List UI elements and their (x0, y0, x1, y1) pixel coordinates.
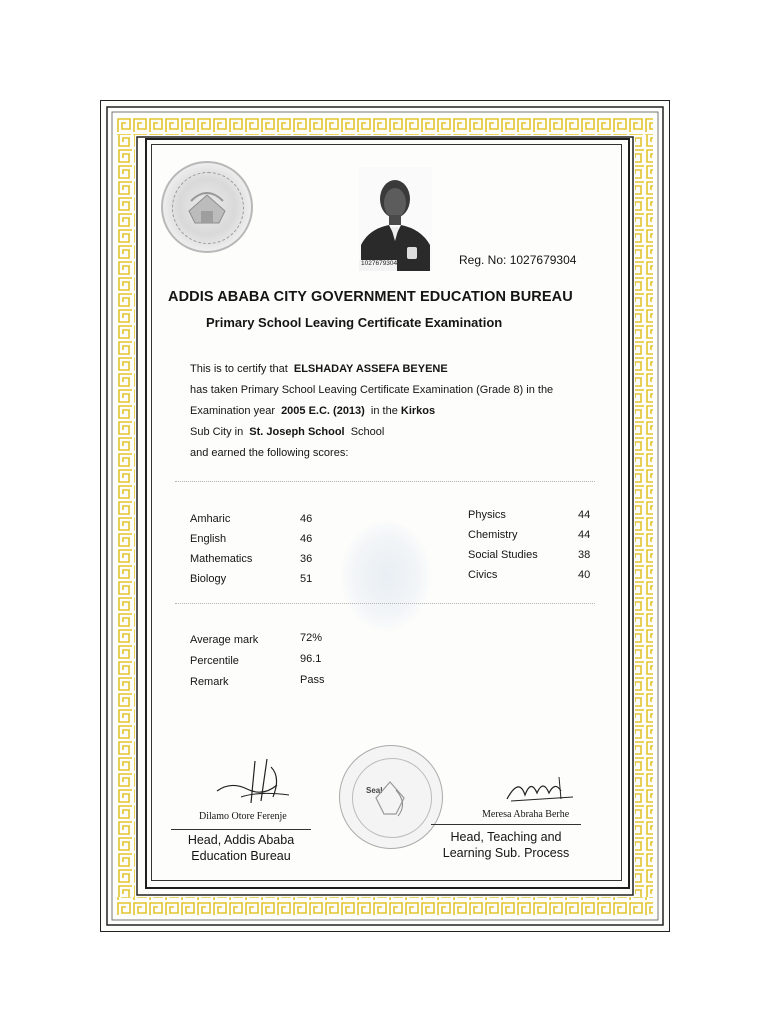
reg-no-label: Reg. No: (459, 253, 507, 267)
score-subject: Mathematics (190, 553, 253, 565)
certification-line-5: and earned the following scores: (190, 447, 349, 459)
right-signature (501, 769, 581, 809)
student-photo (359, 167, 432, 271)
score-subject: Civics (468, 569, 498, 581)
score-value: 46 (300, 513, 313, 525)
summary-value: 96.1 (300, 653, 322, 665)
watermark (341, 521, 431, 631)
summary-label: Remark (190, 676, 229, 688)
seal-label: Seal (366, 786, 383, 795)
certification-line-1 (190, 359, 448, 380)
score-subject: Social Studies (468, 549, 538, 561)
bureau-emblem-seal (161, 161, 253, 253)
score-value: 46 (300, 533, 313, 545)
reg-no-value: 1027679304 (509, 253, 577, 267)
certification-line-2: has taken Primary School Leaving Certificate Examination (Grade 8) in the (190, 384, 554, 396)
certificate-sheet (100, 100, 670, 932)
score-value: 44 (578, 529, 591, 541)
left-signature (211, 751, 301, 811)
left-signatory-title (171, 832, 311, 864)
school-name: St. Joseph School (249, 426, 345, 438)
line3-prefix: Examination year (190, 405, 275, 417)
sub-city: Kirkos (400, 405, 436, 417)
registration-number (459, 253, 576, 267)
dotted-separator-top (175, 481, 595, 482)
left-signatory-name: Dilamo Otore Ferenje (199, 811, 287, 822)
issuer-heading: ADDIS ABABA CITY GOVERNMENT EDUCATION BUREAU (168, 289, 573, 305)
line3-mid: in the (370, 405, 398, 417)
summary-value: Pass (300, 674, 325, 686)
summary-label: Average mark (190, 634, 259, 646)
left-title-line-2: Education Bureau (191, 849, 291, 863)
certification-line-3 (190, 401, 435, 422)
score-value: 40 (578, 569, 591, 581)
score-value: 38 (578, 549, 591, 561)
certification-line-4 (190, 422, 384, 443)
student-name: ELSHADAY ASSEFA BEYENE (293, 363, 448, 375)
line4-prefix: Sub City in (190, 426, 244, 438)
photo-caption: 1027679304 (361, 260, 398, 267)
right-title-line-1: Head, Teaching and (450, 830, 562, 844)
score-value: 44 (578, 509, 591, 521)
right-signatory-name: Meresa Abraha Berhe (482, 809, 570, 820)
exam-year: 2005 E.C. (2013) (281, 405, 365, 417)
score-subject: Chemistry (468, 529, 518, 541)
score-subject: Amharic (190, 513, 231, 525)
score-subject: Biology (190, 573, 227, 585)
score-subject: English (190, 533, 227, 545)
right-signatory-title (431, 829, 581, 861)
line1-prefix: This is to certify that (190, 363, 288, 375)
exam-title: Primary School Leaving Certificate Examination (206, 315, 503, 330)
score-value: 51 (300, 573, 313, 585)
score-value: 36 (300, 553, 313, 565)
line4-suffix: School (350, 426, 385, 438)
summary-value: 72% (300, 632, 323, 644)
right-title-line-2: Learning Sub. Process (442, 846, 570, 860)
summary-label: Percentile (190, 655, 239, 667)
score-subject: Physics (468, 509, 506, 521)
dotted-separator-bottom (175, 603, 595, 604)
right-signature-line (431, 824, 581, 825)
official-seal (339, 745, 443, 849)
left-title-line-1: Head, Addis Ababa (187, 833, 295, 847)
left-signature-line (171, 829, 311, 830)
